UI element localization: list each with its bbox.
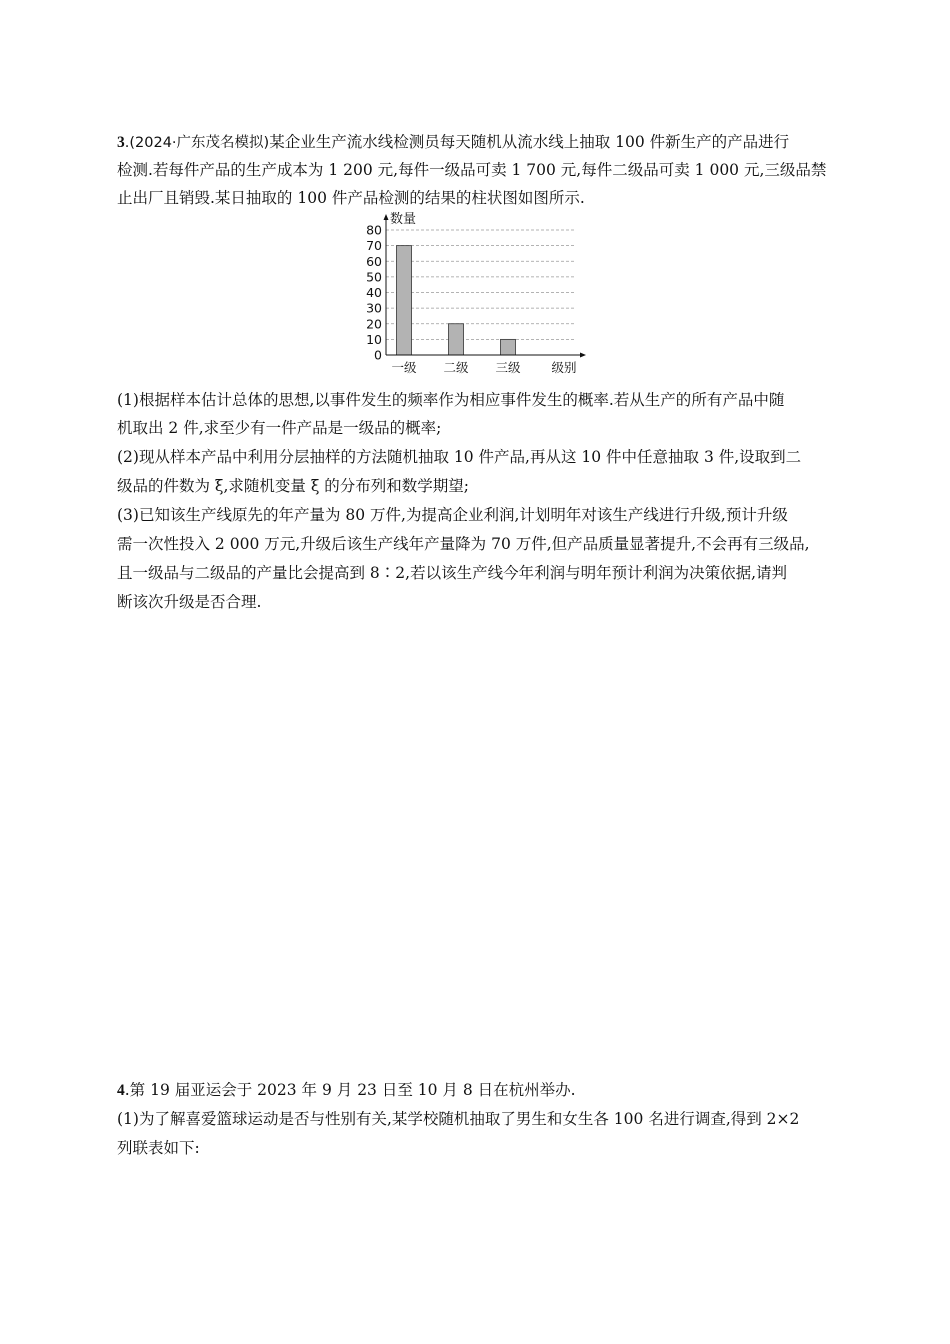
x-category-label: 一级 — [391, 360, 417, 375]
q3-number: 3 — [117, 134, 125, 151]
q3-stem-1: 某企业生产流水线检测员每天随机从流水线上抽取 100 件新生产的产品进行 — [269, 133, 790, 151]
y-tick-label: 50 — [366, 269, 382, 285]
q3-part3-line1: (3)已知该生产线原先的年产量为 80 万件,为提高企业利润,计划明年对该生产线进行升级,预计升级 — [117, 506, 788, 524]
q4-part1-line1: (1)为了解喜爱篮球运动是否与性别有关,某学校随机抽取了男生和女生各 100 名进行调查,得到 2×2 — [117, 1110, 800, 1128]
y-axis-arrow-icon — [384, 214, 389, 220]
x-category-label: 三级 — [495, 360, 521, 375]
q4-line-1 — [117, 1080, 576, 1101]
q3-part2-line1: (2)现从样本产品中利用分层抽样的方法随机抽取 10 件产品,再从这 10 件中任意抽取 3 件,设取到二 — [117, 448, 802, 466]
bar-chart — [350, 206, 590, 376]
x-axis-arrow-icon — [580, 353, 586, 358]
q3-stem-3: 止出厂且销毁.某日抽取的 100 件产品检测的结果的柱状图如图所示. — [117, 189, 585, 207]
q3-stem-2: 检测.若每件产品的生产成本为 1 200 元,每件一级品可卖 1 700 元,每件二级品可卖 1 000 元,三级品禁 — [117, 161, 827, 179]
y-tick-label: 10 — [366, 331, 382, 347]
q3-part1-line2: 机取出 2 件,求至少有一件产品是一级品的概率; — [117, 419, 442, 437]
q3-part3-line3: 且一级品与二级品的产量比会提高到 8∶2,若以该生产线今年利润与明年预计利润为决策依据,请判 — [117, 564, 788, 582]
y-tick-label: 30 — [366, 300, 382, 316]
q4-number: 4 — [117, 1082, 125, 1099]
q4-part1-line2: 列联表如下: — [117, 1139, 200, 1157]
y-tick-label: 80 — [366, 222, 382, 238]
q3-line-1 — [117, 132, 789, 153]
bar-2 — [449, 324, 464, 355]
q3-part1-line1: (1)根据样本估计总体的思想,以事件发生的频率作为相应事件发生的概率.若从生产的所有产品中随 — [117, 391, 785, 409]
y-tick-label: 0 — [374, 347, 382, 363]
y-tick-label: 20 — [366, 316, 382, 332]
bar-3 — [501, 339, 516, 355]
chart-grid — [386, 230, 575, 339]
bar-1 — [397, 246, 412, 355]
q3-source: .(2024·广东茂名模拟) — [124, 135, 270, 151]
chart-bars — [397, 246, 516, 355]
y-axis-title: 数量 — [390, 212, 417, 227]
y-tick-label: 40 — [366, 285, 382, 300]
q4-stem-1: .第 19 届亚运会于 2023 年 9 月 23 日至 10 月 8 日在杭州举办. — [124, 1081, 576, 1099]
y-tick-label: 60 — [366, 253, 382, 269]
q3-part3-line2: 需一次性投入 2 000 万元,升级后该生产线年产量降为 70 万件,但产品质量显著提升,不会再有三级品, — [117, 535, 810, 553]
x-axis-title: 级别 — [551, 360, 577, 375]
q3-part3-line4: 断该次升级是否合理. — [117, 593, 262, 611]
q3-part2-line2: 级品的件数为 ξ,求随机变量 ξ 的分布列和数学期望; — [117, 477, 470, 495]
chart-axes — [384, 214, 587, 358]
y-tick-label: 70 — [366, 238, 382, 254]
x-category-label: 二级 — [443, 360, 469, 375]
